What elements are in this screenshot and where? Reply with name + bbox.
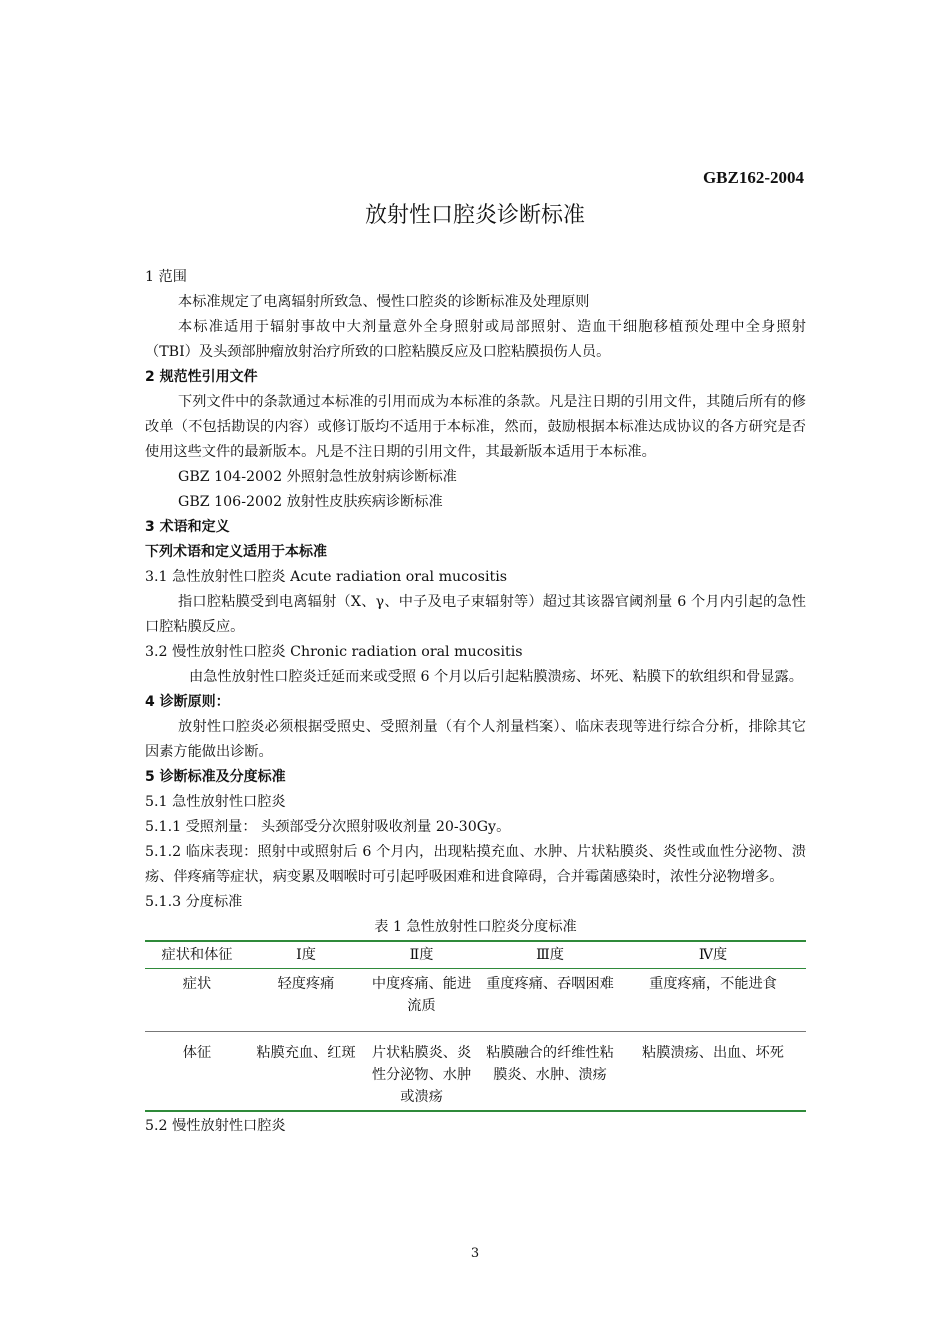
standard-code: GBZ162-2004 xyxy=(702,168,804,187)
page-number: 3 xyxy=(470,1246,480,1261)
item-5-1-1: 5.1.1 受照剂量： 头颈部受分次照射吸收剂量 20-30Gy。 xyxy=(145,819,511,835)
section-5-2-heading: 5.2 慢性放射性口腔炎 xyxy=(145,1118,286,1134)
term-3-1: 3.1 急性放射性口腔炎 Acute radiation oral mucositis xyxy=(145,569,508,585)
table-cell: 粘膜溃疡、出血、坏死 xyxy=(620,1032,806,1112)
section-3-intro: 下列术语和定义适用于本标准 xyxy=(145,544,327,560)
section-1-heading: 1 范围 xyxy=(145,269,187,285)
table-header-cell: Ⅳ度 xyxy=(620,941,806,969)
table-cell: 轻度疼痛 xyxy=(249,969,363,1032)
section-1-paragraph-2: 本标准适用于辐射事故中大剂量意外全身照射或局部照射、造血干细胞移植预处理中全身照射（TBI）及头颈部肿瘤放射治疗所致的口腔粘膜反应及口腔粘膜损伤人员。 xyxy=(145,319,806,360)
table-cell: 重度疼痛，不能进食 xyxy=(620,969,806,1032)
table-row xyxy=(145,1032,806,1112)
table-header-row xyxy=(145,941,806,969)
section-3-heading: 3 术语和定义 xyxy=(145,519,230,535)
reference-2: GBZ 106-2002 放射性皮肤疾病诊断标准 xyxy=(178,494,443,510)
section-4-heading: 4 诊断原则： xyxy=(145,694,230,710)
item-5-1-3: 5.1.3 分度标准 xyxy=(145,894,243,910)
section-2-heading: 2 规范性引用文件 xyxy=(145,369,258,385)
term-3-2: 3.2 慢性放射性口腔炎 Chronic radiation oral mucositis xyxy=(145,644,523,660)
table-cell: 片状粘膜炎、炎性分泌物、水肿或溃疡 xyxy=(363,1032,480,1112)
table-cell: 症状 xyxy=(145,969,249,1032)
table-cell: 体征 xyxy=(145,1032,249,1112)
table-row xyxy=(145,969,806,1032)
item-5-1-2: 5.1.2 临床表现：照射中或照射后 6 个月内，出现粘摸充血、水肿、片状粘膜炎、炎性或血性分泌物、溃疡、伴疼痛等症状，病变累及咽喉时可引起呼吸困难和进食障碍，合并霉菌感染时，浓性分泌物增多。 xyxy=(145,844,806,885)
section-5-1-heading: 5.1 急性放射性口腔炎 xyxy=(145,794,286,810)
table-cell: 重度疼痛、吞咽困难 xyxy=(480,969,620,1032)
table-header-cell: Ⅰ度 xyxy=(249,941,363,969)
term-3-2-definition: 由急性放射性口腔炎迁延而来或受照 6 个月以后引起粘膜溃疡、坏死、粘膜下的软组织和骨显露。 xyxy=(189,669,803,685)
section-4-paragraph-1: 放射性口腔炎必须根据受照史、受照剂量（有个人剂量档案）、临床表现等进行综合分析，排除其它因素方能做出诊断。 xyxy=(145,719,806,760)
table-caption: 表 1 急性放射性口腔炎分度标准 xyxy=(374,919,577,935)
table-header-cell: Ⅱ度 xyxy=(363,941,480,969)
table-header-cell: Ⅲ度 xyxy=(480,941,620,969)
table-cell: 粘膜充血、红斑 xyxy=(249,1032,363,1112)
grading-table xyxy=(145,940,806,1112)
table-header-cell: 症状和体征 xyxy=(145,941,249,969)
document-body xyxy=(145,265,806,1139)
table-cell: 粘膜融合的纤维性粘膜炎、水肿、溃疡 xyxy=(480,1032,620,1112)
document-title: 放射性口腔炎诊断标准 xyxy=(364,203,585,228)
reference-1: GBZ 104-2002 外照射急性放射病诊断标准 xyxy=(178,469,457,485)
section-5-heading: 5 诊断标准及分度标准 xyxy=(145,769,286,785)
table-cell: 中度疼痛、能进流质 xyxy=(363,969,480,1032)
section-2-paragraph-1: 下列文件中的条款通过本标准的引用而成为本标准的条款。凡是注日期的引用文件，其随后所有的修改单（不包括勘误的内容）或修订版均不适用于本标准，然而，鼓励根据本标准达成协议的各方研究是否使用这些文件的最新版本。凡是不注日期的引用文件，其最新版本适用于本标准。 xyxy=(145,394,806,460)
section-1-paragraph-1: 本标准规定了电离辐射所致急、慢性口腔炎的诊断标准及处理原则 xyxy=(178,294,590,310)
term-3-1-definition: 指口腔粘膜受到电离辐射（X、γ、中子及电子束辐射等）超过其该器官阈剂量 6 个月内引起的急性口腔粘膜反应。 xyxy=(145,594,806,635)
